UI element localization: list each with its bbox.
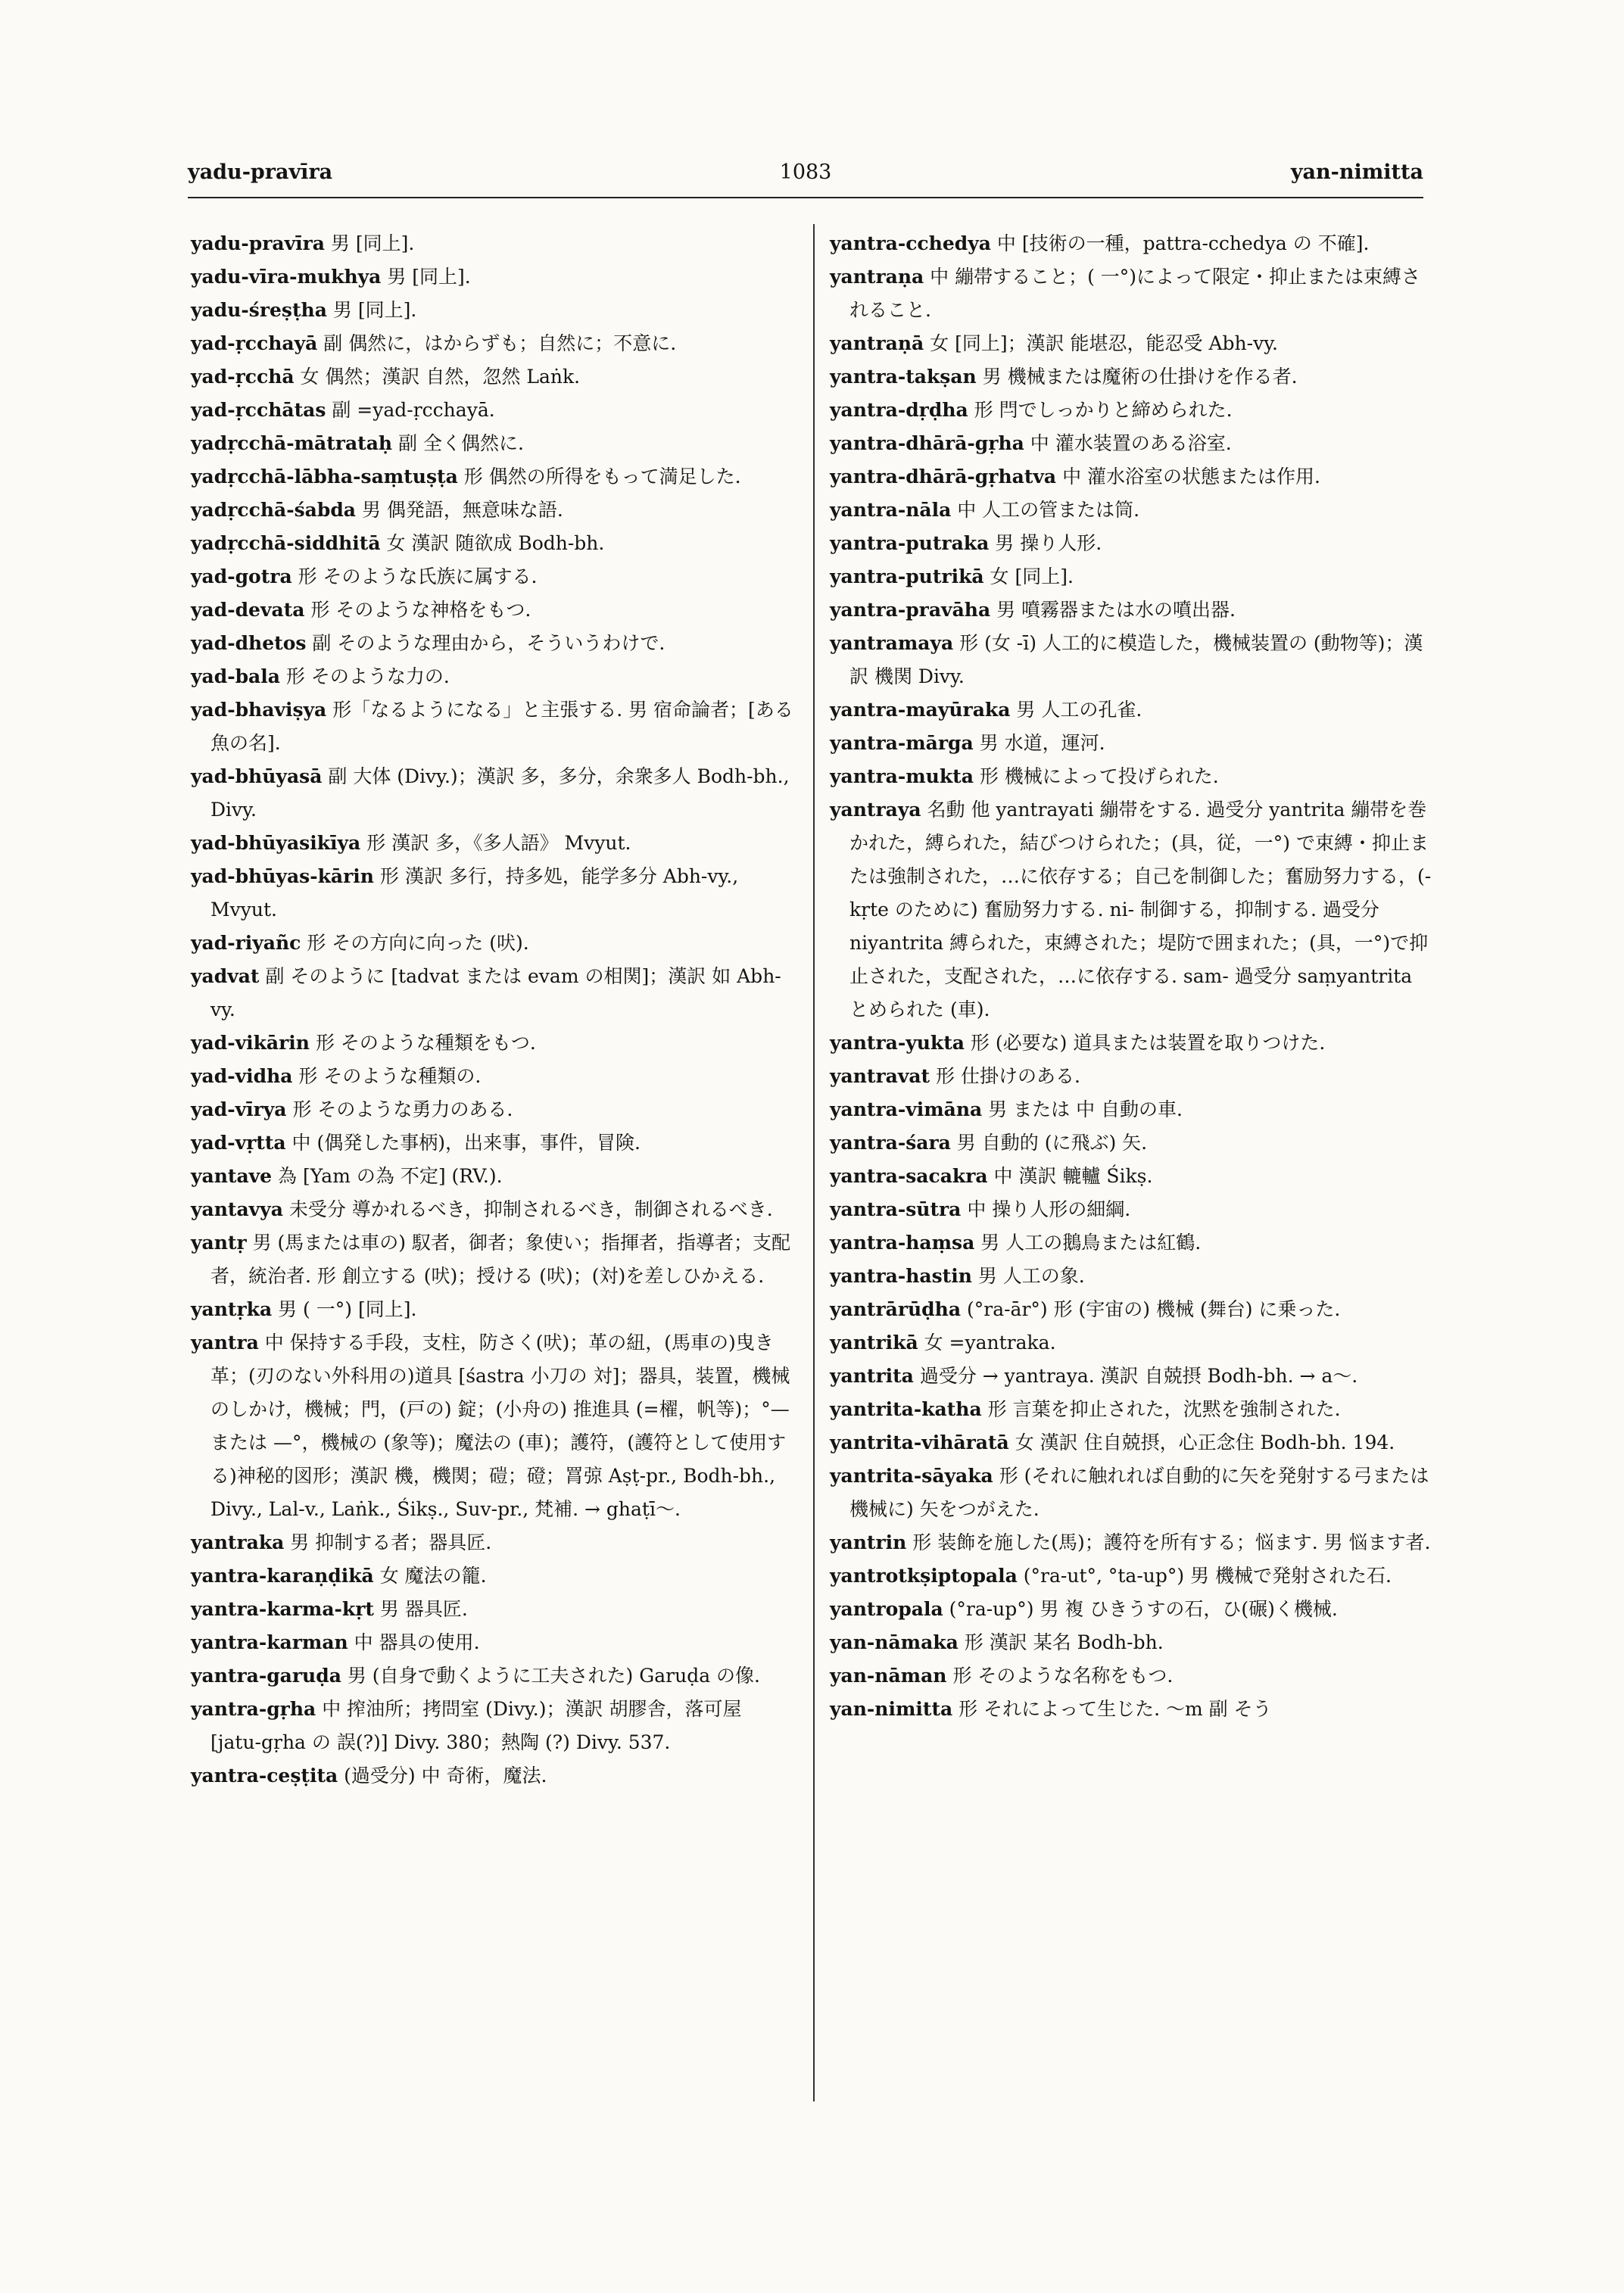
- dictionary-entry: [191, 1593, 796, 1626]
- dictionary-entry: [830, 460, 1435, 494]
- headword: yantrita-katha: [830, 1398, 982, 1420]
- definition: 男 (自身で動くように工夫された) Garuḍa の像.: [347, 1665, 760, 1687]
- headword: yantra-cchedya: [830, 232, 991, 254]
- dictionary-entry: [830, 1193, 1435, 1226]
- dictionary-entry: [191, 460, 796, 494]
- headword: yad-vikārin: [191, 1032, 310, 1054]
- dictionary-entry: [191, 360, 796, 394]
- dictionary-entry: [830, 394, 1435, 427]
- headword: yantramaya: [830, 632, 954, 654]
- definition: 中 搾油所；拷問室 (Divy.)；漢訳 胡膠舎，落可屋 [jatu-gṛha の 誤(?)] Divy. 380；熱陶 (?) Divy. 537.: [210, 1698, 742, 1753]
- dictionary-entry: [830, 627, 1435, 693]
- definition: (過受分) 中 奇術，魔法.: [344, 1765, 547, 1787]
- headword: yantra-gṛha: [191, 1698, 316, 1720]
- dictionary-entry: [191, 394, 796, 427]
- definition: 中 [技術の一種，pattra-cchedya の 不確].: [996, 232, 1370, 254]
- dictionary-entry: [191, 1626, 796, 1659]
- headword: yad-dhetos: [191, 632, 307, 654]
- definition: 女 [同上]；漢訳 能堪忍，能忍受 Abh-vy.: [930, 332, 1278, 354]
- headword: yantṛka: [191, 1298, 273, 1320]
- headword: yadu-pravīra: [191, 232, 326, 254]
- dictionary-entry: [830, 260, 1435, 327]
- headword: yantra-mārga: [830, 732, 974, 754]
- dictionary-entry: [191, 860, 796, 927]
- definition: 女 =yantraka.: [924, 1332, 1056, 1354]
- headword: yantra-yukta: [830, 1032, 965, 1054]
- dictionary-entry: [830, 1626, 1435, 1659]
- headword: yantra-garuḍa: [191, 1665, 341, 1687]
- headword: yadṛcchā-lābha-saṃtuṣṭa: [191, 466, 458, 488]
- dictionary-entry: [830, 227, 1435, 260]
- dictionary-entry: [191, 227, 796, 260]
- headword: yantrita: [830, 1365, 914, 1387]
- dictionary-entry: [830, 1460, 1435, 1526]
- dictionary-entry: [830, 727, 1435, 760]
- definition: 男 人工の孔雀.: [1016, 699, 1142, 721]
- definition: 男 [同上].: [332, 299, 417, 321]
- headword: yantrita-vihāratā: [830, 1432, 1009, 1453]
- dictionary-entry: [830, 327, 1435, 360]
- definition: 女 [同上].: [990, 565, 1074, 587]
- dictionary-entry: [191, 960, 796, 1027]
- dictionary-entry: [191, 627, 796, 660]
- page-header: [188, 160, 1423, 197]
- headword: yantrotkṣiptopala: [830, 1565, 1018, 1587]
- column-divider: [813, 224, 815, 2101]
- dictionary-entry: [191, 927, 796, 960]
- definition: 男 機械または魔術の仕掛けを作る者.: [982, 366, 1298, 388]
- definition: 過受分 → yantraya. 漢訳 自兢摂 Bodh-bh. → a〜.: [919, 1365, 1358, 1387]
- headword: yad-riyañc: [191, 932, 301, 954]
- definition: 男 または 中 自動の車.: [988, 1098, 1183, 1120]
- dictionary-entry: [830, 360, 1435, 394]
- definition: 男 ( 一°) [同上].: [278, 1298, 417, 1320]
- dictionary-entry: [830, 1659, 1435, 1693]
- headword: yantra-vimāna: [830, 1098, 983, 1120]
- headword: yad-bhūyasikīya: [191, 832, 361, 854]
- headword: yantravat: [830, 1065, 930, 1087]
- dictionary-entry: [191, 327, 796, 360]
- dictionary-entry: [830, 1126, 1435, 1160]
- definition: 女 偶然；漢訳 自然，忽然 Laṅk.: [300, 366, 581, 388]
- dictionary-entry: [191, 1659, 796, 1693]
- definition: 副 =yad-ṛcchayā.: [332, 399, 495, 421]
- running-head-right: yan-nimitta: [1290, 160, 1423, 184]
- dictionary-entry: [191, 1160, 796, 1193]
- definition: 副 大体 (Divy.)；漢訳 多，多分，余衆多人 Bodh-bh., Divy.: [210, 765, 790, 821]
- headword: yantrārūḍha: [830, 1298, 962, 1320]
- dictionary-entry: [830, 594, 1435, 627]
- definition: 男 操り人形.: [995, 532, 1102, 554]
- headword: yad-gotra: [191, 565, 292, 587]
- dictionary-entry: [191, 1526, 796, 1559]
- definition: 男 [同上].: [330, 232, 415, 254]
- dictionary-entry: [830, 693, 1435, 727]
- definition: (°ra-ār°) 形 (宇宙の) 機械 (舞台) に乗った.: [966, 1298, 1341, 1320]
- headword: yantra-śara: [830, 1132, 951, 1154]
- dictionary-entry: [830, 1027, 1435, 1060]
- headword: yantrikā: [830, 1332, 918, 1354]
- definition: 男 偶発語，無意味な語.: [361, 499, 563, 521]
- dictionary-entry: [191, 1226, 796, 1293]
- definition: 男 [同上].: [387, 266, 471, 288]
- headword: yad-vṛtta: [191, 1132, 286, 1154]
- dictionary-entry: [191, 494, 796, 527]
- definition: 女 漢訳 随欲成 Bodh-bh.: [386, 532, 605, 554]
- dictionary-entry: [191, 1027, 796, 1060]
- headword: yantra-nāla: [830, 499, 952, 521]
- definition: 形 そのような力の.: [285, 665, 450, 687]
- definition: 男 噴霧器または水の噴出器.: [996, 599, 1236, 621]
- dictionary-entry: [191, 660, 796, 693]
- dictionary-entry: [191, 1759, 796, 1793]
- header-rule: [188, 197, 1423, 198]
- definition: 男 水道，運河.: [979, 732, 1105, 754]
- dictionary-entry: [830, 1593, 1435, 1626]
- dictionary-entry: [830, 1260, 1435, 1293]
- headword: yantra-takṣan: [830, 366, 977, 388]
- headword: yantrita-sāyaka: [830, 1465, 993, 1487]
- headword: yan-nāman: [830, 1665, 947, 1687]
- dictionary-entry: [191, 693, 796, 760]
- headword: yantavya: [191, 1198, 283, 1220]
- definition: 中 灌水装置のある浴室.: [1030, 432, 1232, 454]
- definition: 形 そのような氏族に属する.: [298, 565, 538, 587]
- definition: 形 その方向に向った (吠).: [307, 932, 529, 954]
- headword: yad-vidha: [191, 1065, 293, 1087]
- headword: yantave: [191, 1165, 273, 1187]
- headword: yadvat: [191, 965, 260, 987]
- headword: yad-devata: [191, 599, 305, 621]
- definition: 形 それによって生じた. 〜m 副 そう: [959, 1698, 1272, 1720]
- definition: 形 装飾を施した(馬)；護符を所有する；悩ます. 男 悩ます者.: [912, 1531, 1431, 1553]
- dictionary-entry: [191, 527, 796, 560]
- definition: 男 器具匠.: [379, 1598, 468, 1620]
- dictionary-entry: [830, 1160, 1435, 1193]
- dictionary-entry: [191, 427, 796, 460]
- definition: 形 そのような種類をもつ.: [315, 1032, 536, 1054]
- headword: yantra-mukta: [830, 765, 974, 787]
- headword: yad-bhūyas-kārin: [191, 865, 374, 887]
- headword: yantra-sūtra: [830, 1198, 962, 1220]
- headword: yad-bhaviṣya: [191, 699, 327, 721]
- page-number: 1083: [779, 160, 832, 184]
- headword: yantropala: [830, 1598, 943, 1620]
- headword: yan-nāmaka: [830, 1631, 959, 1653]
- dictionary-entry: [191, 294, 796, 327]
- headword: yantraṇā: [830, 332, 924, 354]
- definition: 為 [Yam の為 不定] (RV.).: [278, 1165, 503, 1187]
- headword: yad-vīrya: [191, 1098, 287, 1120]
- definition: 女 魔法の籠.: [379, 1565, 487, 1587]
- definition: 形 そのような勇力のある.: [292, 1098, 513, 1120]
- definition: 形 偶然の所得をもって満足した.: [463, 466, 741, 488]
- definition: 男 人工の象.: [977, 1265, 1085, 1287]
- headword: yantraya: [830, 799, 921, 821]
- definition: 形 漢訳 某名 Bodh-bh.: [964, 1631, 1164, 1653]
- definition: 形 言葉を抑止された，沈黙を強制された.: [987, 1398, 1341, 1420]
- definition: 形 そのような神格をもつ.: [310, 599, 531, 621]
- headword: yan-nimitta: [830, 1698, 953, 1720]
- headword: yantra-dhārā-gṛha: [830, 432, 1024, 454]
- definition: 中 保持する手段，支柱，防さく(吠)；革の紐，(馬車の)曳き革；(刃のない外科用の)道具 [śastra 小刀の 対]；器具，装置，機械のしかけ，機械；門，(戸の) 錠；(小舟の) 推進具 (=櫂，帆等)；°— または —°，機械の (象等)；魔法の (車)；護符，(護符として使用する)神秘的図形；漢訳 機，機関；磑；磴；罥弶 Aṣṭ-pr., Bodh-bh., Divy., Lal-v., Laṅk., Śikṣ., Suv-pr., 梵補. → ghaṭī〜.: [210, 1332, 790, 1520]
- definition: 中 操り人形の細綱.: [967, 1198, 1131, 1220]
- headword: yadṛcchā-śabda: [191, 499, 357, 521]
- definition: 形 (それに触れれば自動的に矢を発射する弓または機械に) 矢をつがえた.: [849, 1465, 1429, 1520]
- headword: yantra-sacakra: [830, 1165, 988, 1187]
- headword: yantra-dhārā-gṛhatva: [830, 466, 1057, 488]
- definition: 副 そのような理由から，そういうわけで.: [312, 632, 665, 654]
- definition: 副 全く偶然に.: [398, 432, 524, 454]
- definition: 中 器具の使用.: [354, 1631, 480, 1653]
- dictionary-entry: [830, 1526, 1435, 1559]
- right-column: [830, 227, 1435, 1726]
- dictionary-entry: [191, 1126, 796, 1160]
- dictionary-entry: [830, 1693, 1435, 1726]
- headword: yantra-pravāha: [830, 599, 991, 621]
- definition: 形 (必要な) 道具または装置を取りつけた.: [970, 1032, 1326, 1054]
- headword: yad-bhūyasā: [191, 765, 323, 787]
- headword: yadu-śreṣṭha: [191, 299, 327, 321]
- headword: yadu-vīra-mukhya: [191, 266, 382, 288]
- definition: 中 人工の管または筒.: [957, 499, 1140, 521]
- dictionary-entry: [830, 1060, 1435, 1093]
- headword: yantra-putraka: [830, 532, 990, 554]
- definition: 未受分 導かれるべき，抑制されるべき，制御されるべき.: [288, 1198, 773, 1220]
- definition: 副 そのように [tadvat または evam の相関]；漢訳 如 Abh-vy.: [210, 965, 781, 1020]
- definition: 名動 他 yantrayati 繃帯をする. 過受分 yantrita 繃帯を巻かれた，縛られた，結びつけられた；(具，従，一°) で束縛・抑止または強制された，…に依存する；自己を制御した；奮励努力する，(-kṛte のために) 奮励努力する. ni- 制御する，抑制する. 過受分 niyantrita 縛られた，束縛された；堤防で囲まれた；(具，一°)で抑止された，支配された，…に依存する. sam- 過受分 saṃyantrita とめられた (車).: [849, 799, 1432, 1020]
- left-column: [191, 227, 796, 1793]
- definition: 形 仕掛けのある.: [936, 1065, 1080, 1087]
- dictionary-entry: [830, 793, 1435, 1027]
- definition: 形 機械によって投げられた.: [979, 765, 1219, 787]
- running-head-left: yadu-pravīra: [188, 160, 333, 184]
- definition: 男 自動的 (に飛ぶ) 矢.: [956, 1132, 1148, 1154]
- definition: 中 繃帯すること；( 一°)によって限定・抑止または束縛されること.: [849, 266, 1421, 321]
- headword: yantraṇa: [830, 266, 924, 288]
- dictionary-entry: [830, 527, 1435, 560]
- definition: 中 漢訳 轆轤 Śikṣ.: [993, 1165, 1153, 1187]
- definition: (°ra-ut°, °ta-up°) 男 機械で発射された石.: [1023, 1565, 1392, 1587]
- definition: 形 (女 -ī) 人工的に模造した，機械装置の (動物等)；漢訳 機関 Divy.: [849, 632, 1423, 687]
- headword: yad-ṛcchā: [191, 366, 295, 388]
- headword: yantra-karma-kṛt: [191, 1598, 374, 1620]
- definition: 男 抑制する者；器具匠.: [290, 1531, 492, 1553]
- definition: 男 (馬または車の) 馭者，御者；象使い；指揮者，指導者；支配者，統治者. 形 創立する (吠)；授ける (吠)；(対)を差しひかえる.: [210, 1232, 790, 1287]
- headword: yadṛcchā-mātrataḥ: [191, 432, 393, 454]
- dictionary-entry: [191, 260, 796, 294]
- headword: yantra: [191, 1332, 259, 1354]
- headword: yantra-dṛḍha: [830, 399, 968, 421]
- dictionary-entry: [191, 1326, 796, 1526]
- dictionary-entry: [830, 494, 1435, 527]
- dictionary-entry: [830, 760, 1435, 793]
- dictionary-entry: [830, 1426, 1435, 1460]
- headword: yad-ṛcchātas: [191, 399, 326, 421]
- dictionary-entry: [830, 1559, 1435, 1593]
- definition: 形 漢訳 多，《多人語》 Mvyut.: [366, 832, 631, 854]
- dictionary-entry: [191, 1693, 796, 1759]
- dictionary-entry: [191, 1293, 796, 1326]
- definition: 形「なるようになる」と主張する. 男 宿命論者；[ある魚の名].: [210, 699, 793, 754]
- dictionary-entry: [191, 760, 796, 827]
- headword: yantṛ: [191, 1232, 247, 1254]
- dictionary-entry: [191, 1093, 796, 1126]
- definition: 形 そのような種類の.: [298, 1065, 482, 1087]
- dictionary-entry: [191, 594, 796, 627]
- headword: yantraka: [191, 1531, 285, 1553]
- headword: yantra-mayūraka: [830, 699, 1011, 721]
- headword: yantra-ceṣṭita: [191, 1765, 338, 1787]
- definition: 形 漢訳 多行，持多処，能学多分 Abh-vy., Mvyut.: [210, 865, 739, 921]
- headword: yadṛcchā-siddhitā: [191, 532, 381, 554]
- definition: 中 灌水浴室の状態または作用.: [1062, 466, 1320, 488]
- dictionary-entry: [191, 1559, 796, 1593]
- definition: 女 漢訳 住自兢摂，心正念住 Bodh-bh. 194.: [1015, 1432, 1395, 1453]
- headword: yantra-hastin: [830, 1265, 972, 1287]
- definition: 副 偶然に，はからずも；自然に；不意に.: [323, 332, 677, 354]
- dictionary-entry: [191, 560, 796, 594]
- headword: yantrin: [830, 1531, 907, 1553]
- dictionary-entry: [191, 1193, 796, 1226]
- definition: 男 人工の鵝鳥または紅鶴.: [980, 1232, 1202, 1254]
- definition: 形 そのような名称をもつ.: [952, 1665, 1174, 1687]
- dictionary-entry: [830, 427, 1435, 460]
- dictionary-entry: [830, 1326, 1435, 1360]
- dictionary-entry: [830, 1293, 1435, 1326]
- dictionary-entry: [830, 1226, 1435, 1260]
- headword: yantra-karaṇḍikā: [191, 1565, 374, 1587]
- dictionary-entry: [830, 1393, 1435, 1426]
- dictionary-entry: [830, 1093, 1435, 1126]
- headword: yantra-putrikā: [830, 565, 984, 587]
- headword: yad-bala: [191, 665, 280, 687]
- dictionary-entry: [191, 1060, 796, 1093]
- definition: 中 (偶発した事柄)，出来事，事件，冒険.: [291, 1132, 641, 1154]
- dictionary-entry: [830, 560, 1435, 594]
- dictionary-entry: [830, 1360, 1435, 1393]
- definition: (°ra-up°) 男 複 ひきうすの石，ひ(碾)く機械.: [949, 1598, 1338, 1620]
- definition: 形 閂でしっかりと締められた.: [974, 399, 1233, 421]
- headword: yad-ṛcchayā: [191, 332, 318, 354]
- dictionary-entry: [191, 827, 796, 860]
- headword: yantra-karman: [191, 1631, 348, 1653]
- headword: yantra-haṃsa: [830, 1232, 975, 1254]
